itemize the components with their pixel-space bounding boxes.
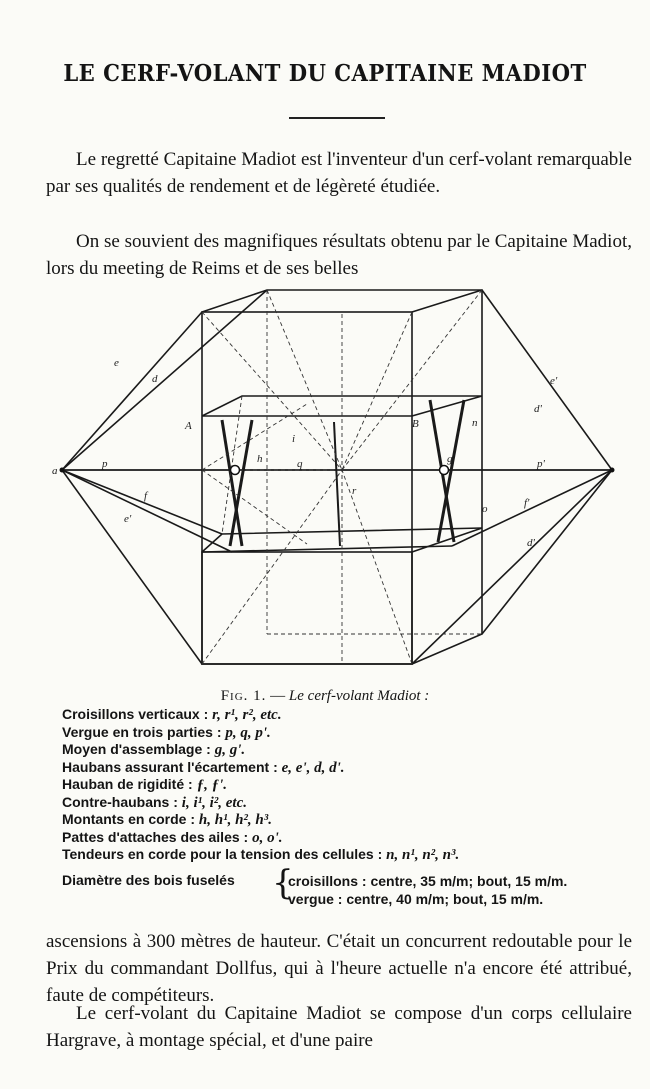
label-q: q xyxy=(297,458,303,470)
diameter-vergue: vergue : centre, 40 m/m; bout, 15 m/m. xyxy=(288,891,544,907)
page-title: LE CERF-VOLANT DU CAPITAINE MADIOT xyxy=(63,60,587,87)
intro-paragraph-2-text: On se souvient des magnifiques résultats obtenu par le Capitaine Madiot, lors du meeting de Reims et de ses belles xyxy=(46,231,632,279)
label-n: n xyxy=(472,417,478,429)
legend-item xyxy=(62,741,632,759)
legend-item xyxy=(62,794,632,812)
legend-vars: n, n¹, n², n³. xyxy=(386,847,460,863)
legend-label: Hauban de rigidité : xyxy=(62,776,197,792)
figure-number: Fig. 1. xyxy=(220,688,267,704)
label-d: d xyxy=(152,373,158,385)
diameter-label: Diamètre des bois fuselés xyxy=(62,872,235,888)
legend-label: Pattes d'attaches des ailes : xyxy=(62,828,253,845)
diameter-values xyxy=(288,872,567,908)
caption-dash: — xyxy=(266,688,289,704)
label-f-prime: f' xyxy=(524,497,530,509)
label-p: p xyxy=(102,458,108,470)
label-d-prime: d' xyxy=(534,403,542,415)
figure-caption xyxy=(0,688,650,705)
legend-vars: o, o'. xyxy=(252,829,283,846)
legend-item xyxy=(62,811,632,829)
legend-item xyxy=(62,724,632,742)
legend-vars: g, g'. xyxy=(214,742,246,758)
label-e-prime-lower: e' xyxy=(124,513,132,525)
legend-vars: r, r¹, r², etc. xyxy=(212,707,282,723)
label-g: g xyxy=(447,453,453,465)
intro-paragraph-2 xyxy=(46,228,632,282)
legend-label: Contre-haubans : xyxy=(62,793,182,810)
label-e-prime: e' xyxy=(550,375,558,387)
label-o: o xyxy=(482,503,488,515)
legend-item xyxy=(62,776,632,794)
label-e: e xyxy=(114,357,119,369)
label-B: B xyxy=(412,418,419,430)
kite-diagram xyxy=(52,284,622,676)
legend-label: Croisillons verticaux : xyxy=(62,706,213,722)
label-r: r xyxy=(352,485,357,497)
intro-paragraph-1 xyxy=(46,146,632,200)
legend-item xyxy=(62,829,632,847)
label-f: f xyxy=(144,490,148,502)
joint-g-prime xyxy=(440,466,449,475)
legend-item xyxy=(62,846,632,864)
diameter-croisillons: croisillons : centre, 35 m/m; bout, 15 m/m. xyxy=(288,873,568,889)
legend-vars: e, e', d, d'. xyxy=(281,759,345,776)
label-i: i xyxy=(292,433,296,445)
label-d-prime-lower: d' xyxy=(527,537,535,549)
continuation-paragraph-3-text: ascensions à 300 mètres de hauteur. C'était un concurrent redoutable pour le Prix du commandant Dollfus, qui à l'heure actuelle n'a encore été attribué, faute de compétiteurs. xyxy=(46,931,632,1006)
legend-label: Tendeurs en corde pour la tension des cellules : xyxy=(62,846,387,862)
legend-label: Moyen d'assemblage : xyxy=(62,741,215,757)
legend-label: Montants en corde : xyxy=(62,811,199,827)
continuation-paragraph-4-text: Le cerf-volant du Capitaine Madiot se compose d'un corps cellulaire Hargrave, à montage spécial, et d'une paire xyxy=(46,1003,632,1051)
legend-vars: p, q, p'. xyxy=(225,724,271,741)
legend-item xyxy=(62,759,632,777)
legend-label: Haubans assurant l'écartement : xyxy=(62,758,282,775)
legend-vars: h, h¹, h², h³. xyxy=(198,812,273,828)
brace-glyph: { xyxy=(272,863,294,903)
label-p-prime: p' xyxy=(537,458,545,470)
legend-vars: i, i¹, i², etc. xyxy=(181,794,248,811)
continuation-paragraph-3 xyxy=(46,928,632,1009)
caption-title: Le cerf-volant Madiot : xyxy=(288,688,430,704)
continuation-paragraph-4 xyxy=(46,1000,632,1054)
legend-vars: ƒ, ƒ'. xyxy=(196,777,227,793)
legend-label: Vergue en trois parties : xyxy=(62,723,226,740)
label-h: h xyxy=(257,453,263,465)
label-a: a xyxy=(52,465,58,477)
joint-g xyxy=(231,466,240,475)
intro-paragraph-1-text: Le regretté Capitaine Madiot est l'inventeur d'un cerf-volant remarquable par ses qualités de rendement et de légèreté étudiée. xyxy=(46,149,632,197)
title-rule xyxy=(289,117,385,119)
figure-legend xyxy=(62,706,632,864)
legend-item xyxy=(62,706,632,724)
top-edge xyxy=(412,290,482,312)
label-A: A xyxy=(185,420,192,432)
